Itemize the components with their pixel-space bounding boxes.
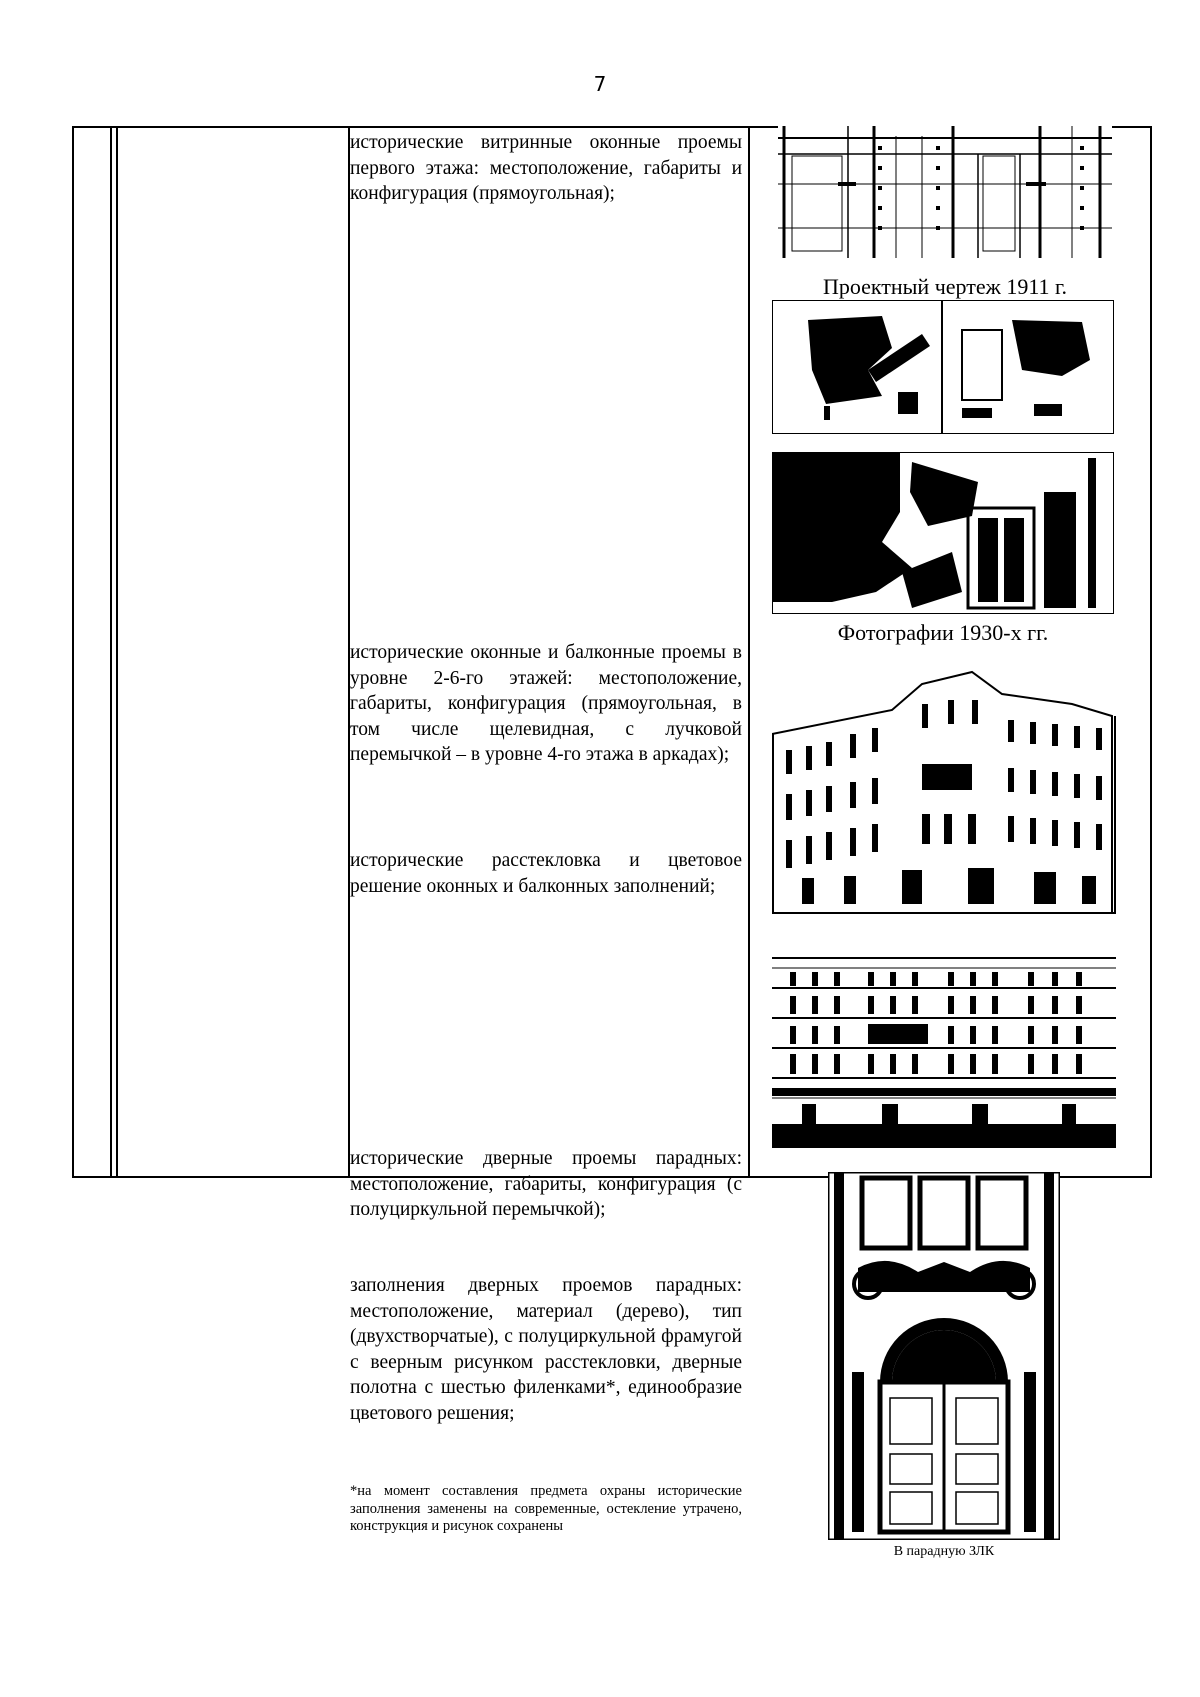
table-column-divider	[110, 128, 112, 1176]
caption-entrance: В парадную ЗЛК	[893, 1544, 995, 1559]
text-block-entrance-doors: исторические дверные проемы парадных: местоположение, габариты, конфигурация (с полуциркульной перемычкой);	[350, 1148, 742, 1220]
table-column-divider	[116, 128, 118, 1176]
figure-corner-building	[772, 664, 1116, 914]
footnote: *на момент составления предмета охраны исторические заполнения заменены на современные, остекление утрачено, конструкция и рисунок сохранены	[350, 1483, 742, 1534]
text-block-door-fillings: заполнения дверных проемов парадных: местоположение, материал (дерево), тип (двухстворчатые), с полуциркульной фрамугой с веерным рисунком расстекловки, дверные полотна с шестью филенками*, единообразие цветового решения;	[350, 1275, 742, 1424]
text-block-shop-windows: исторические витринные оконные проемы первого этажа: местоположение, габариты и конфигурация (прямоугольная);	[350, 132, 742, 204]
caption-project-drawing: Проектный чертеж 1911 г.	[822, 274, 1068, 299]
table-column-divider	[748, 128, 750, 1176]
text-block-glazing-color: исторические расстекловка и цветовое решение оконных и балконных заполнений;	[350, 850, 742, 897]
caption-photos-1930s: Фотографии 1930-х гг.	[837, 620, 1049, 645]
page-number: 7	[593, 72, 607, 96]
figure-street-facade	[772, 948, 1116, 1148]
text-block-window-balcony-openings: исторические оконные и балконные проемы в уровне 2-6-го этажей: местоположение, габариты, конфигурация (прямоугольная, в том числе щелевидная, с лучковой перемычкой – в уровне 4-го этажа в аркадах);	[350, 642, 742, 765]
figure-photo-1930s-bottom	[772, 452, 1114, 614]
figure-entrance-door	[828, 1172, 1060, 1540]
figure-photo-1930s-top	[772, 300, 1114, 434]
figure-project-drawing-1911	[778, 126, 1112, 258]
